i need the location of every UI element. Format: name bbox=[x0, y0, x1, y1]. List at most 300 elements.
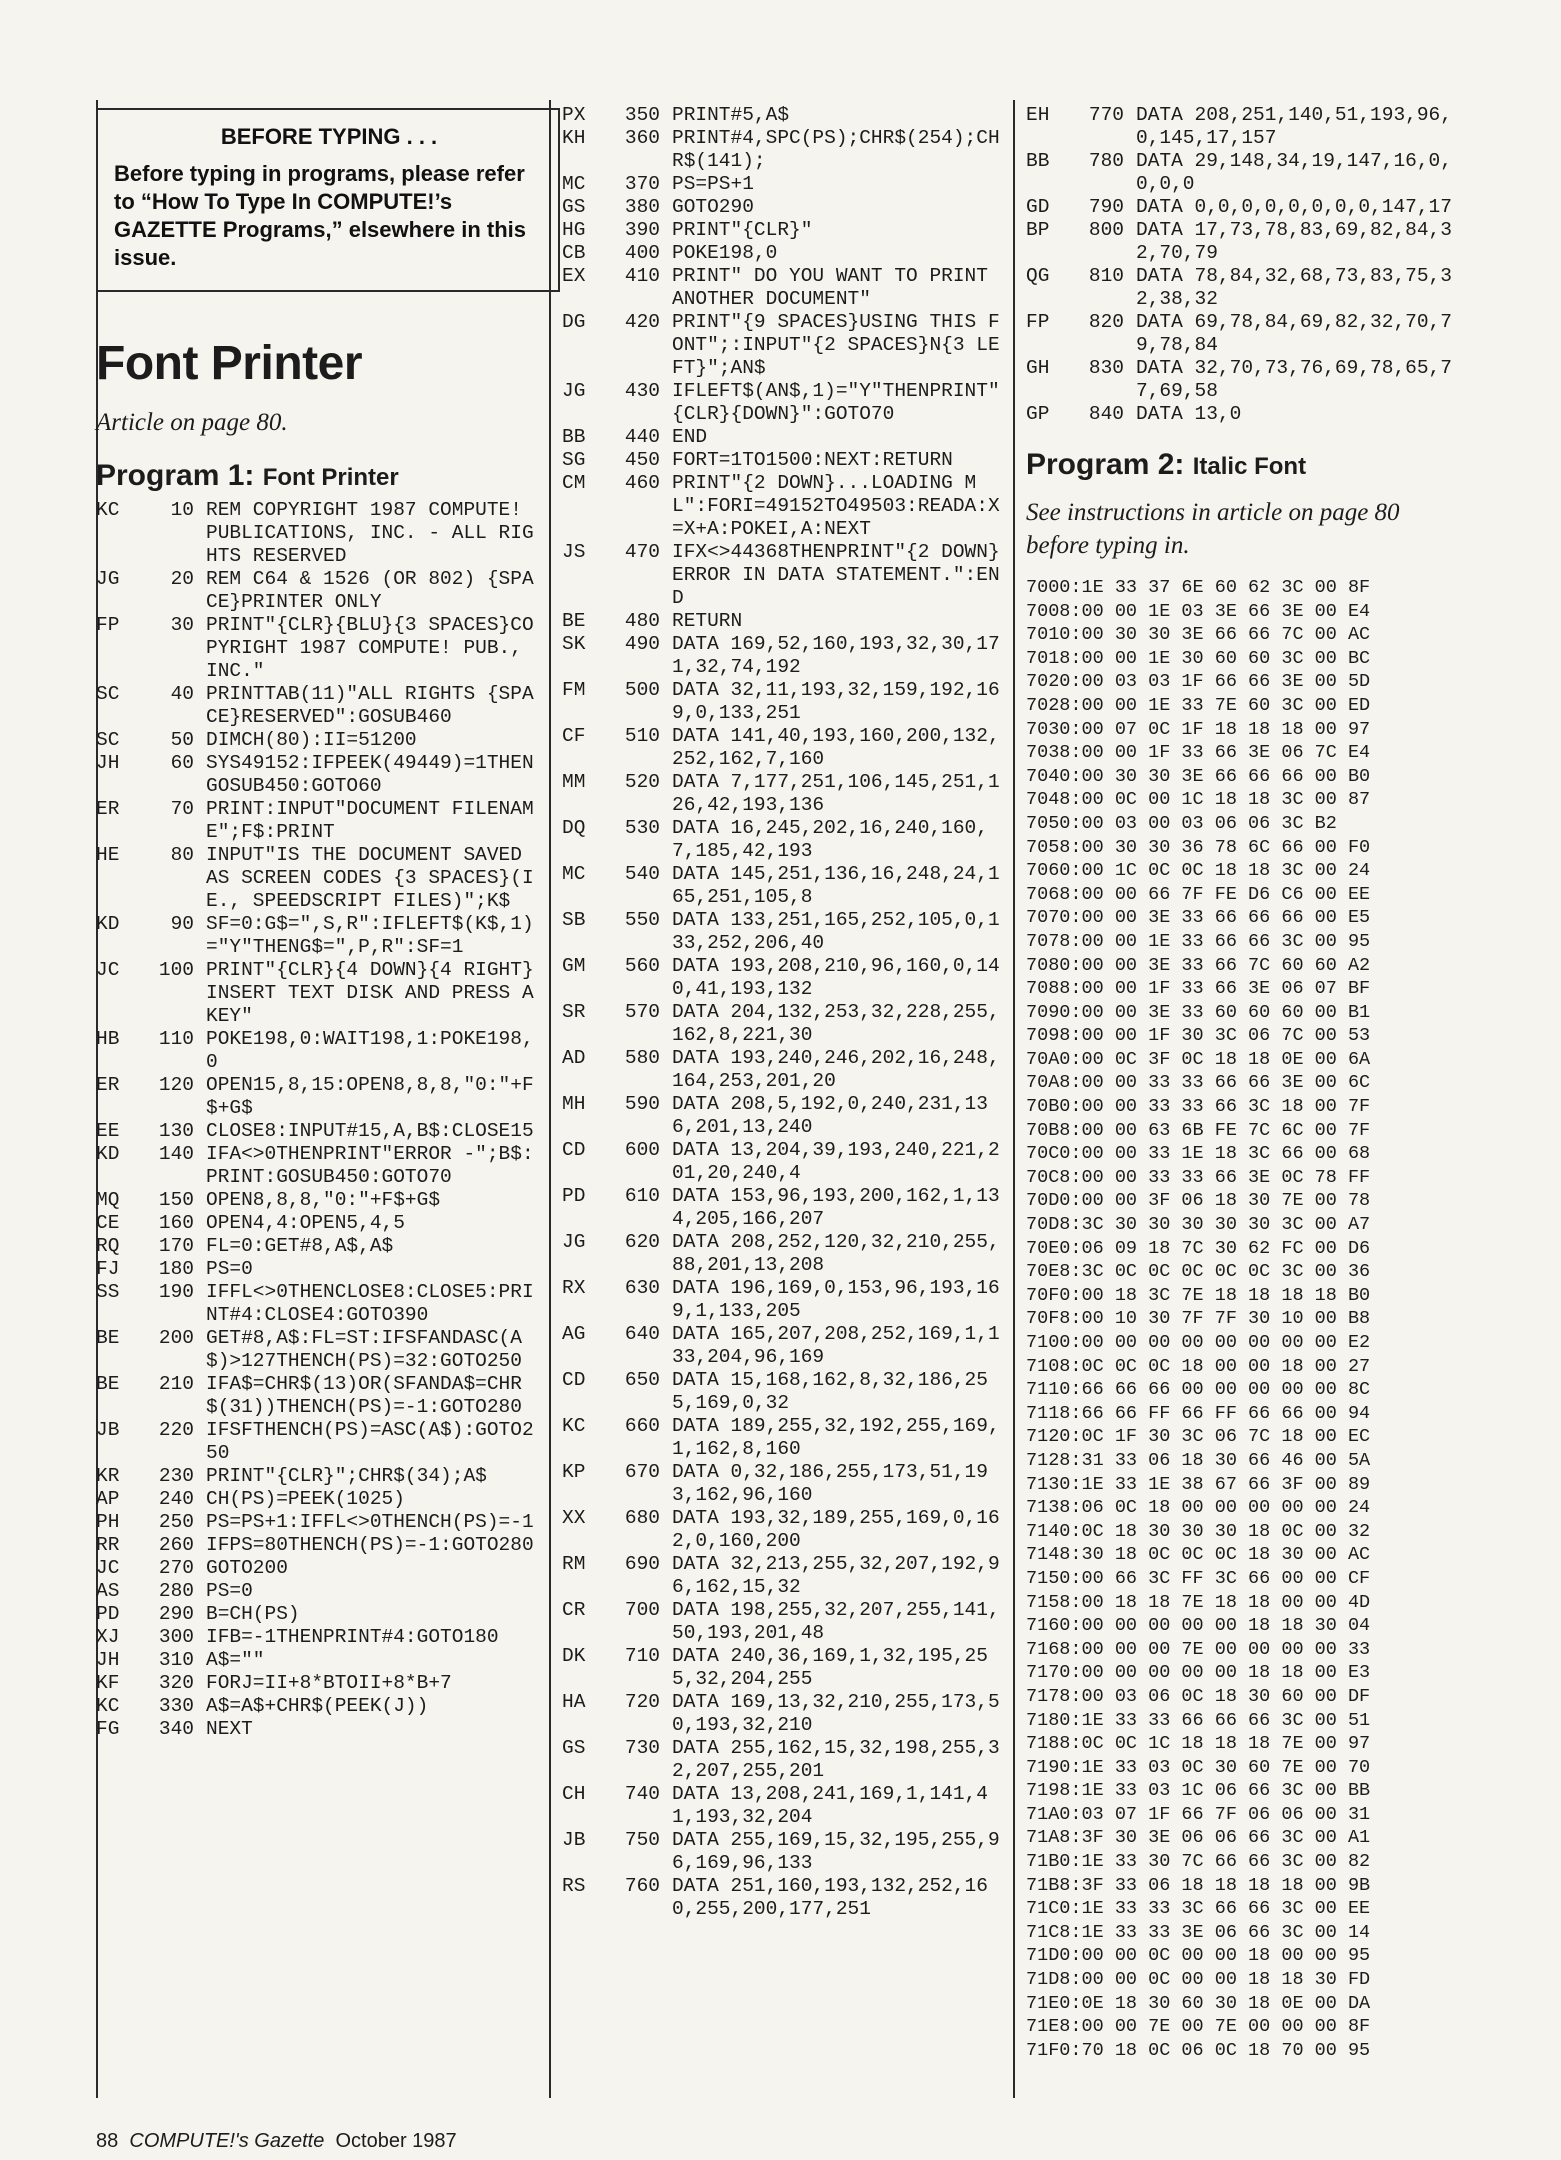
hex-line: 7120:0C 1F 30 3C 06 7C 18 00 EC bbox=[1026, 1426, 1371, 1448]
publication-name: COMPUTE!'s Gazette bbox=[129, 2130, 325, 2152]
statement: PRINT:INPUT"DOCUMENT FILENAME";F$:PRINT bbox=[206, 798, 534, 843]
checksum-code: KP bbox=[562, 1461, 586, 1483]
hex-line: 70F0:00 18 3C 7E 18 18 18 18 B0 bbox=[1026, 1284, 1371, 1306]
line-number: 460 bbox=[624, 472, 660, 494]
statement: DATA 193,32,189,255,169,0,162,0,160,200 bbox=[672, 1507, 1000, 1552]
checksum-code: CM bbox=[562, 472, 586, 494]
line-number: 290 bbox=[158, 1603, 194, 1625]
statement: PRINT"{CLR}";CHR$(34);A$ bbox=[206, 1465, 487, 1487]
listing-line bbox=[562, 1737, 1002, 1783]
checksum-code: KH bbox=[562, 127, 586, 149]
statement: IFX<>44368THENPRINT"{2 DOWN}ERROR IN DATA STATEMENT.":END bbox=[672, 541, 1000, 609]
checksum-code: DG bbox=[562, 311, 586, 333]
listing-line bbox=[96, 1626, 536, 1649]
line-number: 650 bbox=[624, 1369, 660, 1391]
listing-line bbox=[96, 1649, 536, 1672]
line-number: 620 bbox=[624, 1231, 660, 1253]
checksum-code: ER bbox=[96, 798, 120, 820]
issue-date: October 1987 bbox=[335, 2130, 457, 2152]
statement: DATA 0,0,0,0,0,0,0,0,147,17 bbox=[1136, 196, 1452, 218]
checksum-code: SG bbox=[562, 449, 586, 471]
line-number: 260 bbox=[158, 1534, 194, 1556]
statement: DATA 7,177,251,106,145,251,126,42,193,136 bbox=[672, 771, 1000, 816]
listing-line bbox=[96, 1718, 536, 1741]
line-number: 790 bbox=[1088, 196, 1124, 218]
column-1 bbox=[96, 108, 546, 1741]
statement: DATA 32,70,73,76,69,78,65,77,69,58 bbox=[1136, 357, 1452, 402]
listing-line bbox=[96, 683, 536, 729]
statement: DATA 196,169,0,153,96,193,169,1,133,205 bbox=[672, 1277, 1000, 1322]
line-number: 230 bbox=[158, 1465, 194, 1487]
listing-line bbox=[562, 1507, 1002, 1553]
hex-line: 7118:66 66 FF 66 FF 66 66 00 94 bbox=[1026, 1402, 1371, 1424]
hex-line: 7058:00 30 30 36 78 6C 66 00 F0 bbox=[1026, 836, 1371, 858]
checksum-code: HB bbox=[96, 1028, 120, 1050]
listing-line bbox=[562, 1277, 1002, 1323]
listing-line bbox=[96, 1143, 536, 1189]
statement: PRINT"{CLR}" bbox=[672, 219, 813, 241]
checksum-code: AG bbox=[562, 1323, 586, 1345]
statement: SYS49152:IFPEEK(49449)=1THENGOSUB450:GOTO60 bbox=[206, 752, 534, 797]
checksum-code: JH bbox=[96, 752, 120, 774]
statement: DATA 78,84,32,68,73,83,75,32,38,32 bbox=[1136, 265, 1452, 310]
statement: DATA 198,255,32,207,255,141,50,193,201,48 bbox=[672, 1599, 1000, 1644]
listing-line bbox=[562, 633, 1002, 679]
article-reference: Article on page 80. bbox=[96, 409, 288, 436]
listing-line bbox=[562, 311, 1002, 380]
statement: IFSFTHENCH(PS)=ASC(A$):GOTO250 bbox=[206, 1419, 534, 1464]
hex-line: 71A8:3F 30 3E 06 06 66 3C 00 A1 bbox=[1026, 1827, 1371, 1849]
listing-line bbox=[562, 725, 1002, 771]
listing-line bbox=[96, 1419, 536, 1465]
checksum-code: GH bbox=[1026, 357, 1050, 379]
checksum-code: SC bbox=[96, 683, 120, 705]
checksum-code: ER bbox=[96, 1074, 120, 1096]
line-number: 450 bbox=[624, 449, 660, 471]
statement: DATA 17,73,78,83,69,82,84,32,70,79 bbox=[1136, 219, 1452, 264]
hex-line: 70A8:00 00 33 33 66 66 3E 00 6C bbox=[1026, 1072, 1371, 1094]
checksum-code: KD bbox=[96, 1143, 120, 1165]
listing-line bbox=[562, 1185, 1002, 1231]
line-number: 440 bbox=[624, 426, 660, 448]
line-number: 660 bbox=[624, 1415, 660, 1437]
statement: FORJ=II+8*BTOII+8*B+7 bbox=[206, 1672, 452, 1694]
hex-line: 70C0:00 00 33 1E 18 3C 66 00 68 bbox=[1026, 1143, 1371, 1165]
listing-line bbox=[96, 499, 536, 568]
line-number: 550 bbox=[624, 909, 660, 931]
statement: DATA 153,96,193,200,162,1,134,205,166,207 bbox=[672, 1185, 1000, 1230]
hex-line: 7110:66 66 66 00 00 00 00 00 8C bbox=[1026, 1379, 1371, 1401]
listing-line bbox=[562, 1231, 1002, 1277]
line-number: 360 bbox=[624, 127, 660, 149]
checksum-code: BB bbox=[1026, 150, 1050, 172]
checksum-code: KC bbox=[96, 1695, 120, 1717]
listing-line bbox=[562, 426, 1002, 449]
checksum-code: FG bbox=[96, 1718, 120, 1740]
listing-line bbox=[562, 1369, 1002, 1415]
line-number: 180 bbox=[158, 1258, 194, 1280]
statement: DATA 32,11,193,32,159,192,169,0,133,251 bbox=[672, 679, 1000, 724]
listing-line bbox=[96, 1373, 536, 1419]
checksum-code: MH bbox=[562, 1093, 586, 1115]
checksum-code: FJ bbox=[96, 1258, 120, 1280]
listing-line bbox=[562, 1093, 1002, 1139]
statement: DIMCH(80):II=51200 bbox=[206, 729, 417, 751]
statement: DATA 145,251,136,16,248,24,165,251,105,8 bbox=[672, 863, 1000, 908]
checksum-code: AS bbox=[96, 1580, 120, 1602]
line-number: 830 bbox=[1088, 357, 1124, 379]
line-number: 160 bbox=[158, 1212, 194, 1234]
listing-line bbox=[96, 1580, 536, 1603]
listing-line bbox=[562, 1461, 1002, 1507]
statement: DATA 240,36,169,1,32,195,255,32,204,255 bbox=[672, 1645, 988, 1690]
listing-line bbox=[562, 380, 1002, 426]
line-number: 30 bbox=[170, 614, 194, 636]
listing-line bbox=[96, 844, 536, 913]
listing-line bbox=[562, 541, 1002, 610]
checksum-code: GS bbox=[562, 1737, 586, 1759]
hex-line: 7188:0C 0C 1C 18 18 18 7E 00 97 bbox=[1026, 1733, 1371, 1755]
line-number: 490 bbox=[624, 633, 660, 655]
statement: B=CH(PS) bbox=[206, 1603, 300, 1625]
checksum-code: HA bbox=[562, 1691, 586, 1713]
program-2-hex-listing bbox=[1026, 576, 1466, 2062]
statement: IFB=-1THENPRINT#4:GOTO180 bbox=[206, 1626, 499, 1648]
line-number: 590 bbox=[624, 1093, 660, 1115]
checksum-code: RQ bbox=[96, 1235, 120, 1257]
hex-line: 71D0:00 00 0C 00 00 18 00 00 95 bbox=[1026, 1945, 1371, 1967]
listing-line bbox=[96, 959, 546, 1028]
statement: DATA 208,251,140,51,193,96,0,145,17,157 bbox=[1136, 104, 1452, 149]
line-number: 130 bbox=[158, 1120, 194, 1142]
hex-line: 71A0:03 07 1F 66 7F 06 06 00 31 bbox=[1026, 1803, 1371, 1825]
listing-line bbox=[562, 1139, 1002, 1185]
hex-line: 7088:00 00 1F 33 66 3E 06 07 BF bbox=[1026, 978, 1371, 1000]
hex-line: 7190:1E 33 03 0C 30 60 7E 00 70 bbox=[1026, 1756, 1371, 1778]
line-number: 720 bbox=[624, 1691, 660, 1713]
statement: DATA 13,204,39,193,240,221,201,20,240,4 bbox=[672, 1139, 1000, 1184]
checksum-code: KR bbox=[96, 1465, 120, 1487]
statement: DATA 251,160,193,132,252,160,255,200,177,251 bbox=[672, 1875, 988, 1920]
hex-line: 7108:0C 0C 0C 18 00 00 18 00 27 bbox=[1026, 1355, 1371, 1377]
listing-line bbox=[1026, 150, 1466, 196]
line-number: 690 bbox=[624, 1553, 660, 1575]
line-number: 110 bbox=[158, 1028, 194, 1050]
listing-line bbox=[562, 863, 1002, 909]
statement: DATA 208,5,192,0,240,231,136,201,13,240 bbox=[672, 1093, 988, 1138]
checksum-code: CD bbox=[562, 1139, 586, 1161]
statement: OPEN4,4:OPEN5,4,5 bbox=[206, 1212, 405, 1234]
statement: DATA 16,245,202,16,240,160,7,185,42,193 bbox=[672, 817, 988, 862]
listing-line bbox=[562, 104, 1002, 127]
listing-line bbox=[562, 1415, 1002, 1461]
hex-line: 71C8:1E 33 33 3E 06 66 3C 00 14 bbox=[1026, 1921, 1371, 1943]
checksum-code: RS bbox=[562, 1875, 586, 1897]
listing-line bbox=[1026, 219, 1466, 265]
statement: A$=A$+CHR$(PEEK(J)) bbox=[206, 1695, 429, 1717]
listing-line bbox=[562, 196, 1002, 219]
checksum-code: GS bbox=[562, 196, 586, 218]
line-number: 390 bbox=[624, 219, 660, 241]
statement: FL=0:GET#8,A$,A$ bbox=[206, 1235, 394, 1257]
statement: POKE198,0 bbox=[672, 242, 778, 264]
column-2 bbox=[562, 104, 1002, 1921]
line-number: 250 bbox=[158, 1511, 194, 1533]
checksum-code: SK bbox=[562, 633, 586, 655]
listing-line bbox=[1026, 403, 1466, 426]
checksum-code: BB bbox=[562, 426, 586, 448]
hex-line: 71C0:1E 33 33 3C 66 66 3C 00 EE bbox=[1026, 1898, 1371, 1920]
hex-line: 7060:00 1C 0C 0C 18 18 3C 00 24 bbox=[1026, 860, 1371, 882]
listing-line bbox=[96, 752, 536, 798]
statement: PRINT"{CLR}{BLU}{3 SPACES}COPYRIGHT 1987 COMPUTE! PUB., INC." bbox=[206, 614, 534, 682]
line-number: 640 bbox=[624, 1323, 660, 1345]
line-number: 120 bbox=[158, 1074, 194, 1096]
statement: IFA$=CHR$(13)OR(SFANDA$=CHR$(31))THENCH(PS)=-1:GOTO280 bbox=[206, 1373, 522, 1418]
listing-line bbox=[96, 913, 536, 959]
statement: DATA 32,213,255,32,207,192,96,162,15,32 bbox=[672, 1553, 1000, 1598]
line-number: 680 bbox=[624, 1507, 660, 1529]
program-2-heading bbox=[1026, 448, 1466, 482]
line-number: 420 bbox=[624, 311, 660, 333]
statement: DATA 29,148,34,19,147,16,0,0,0,0 bbox=[1136, 150, 1452, 195]
line-number: 630 bbox=[624, 1277, 660, 1299]
hex-line: 7128:31 33 06 18 30 66 46 00 5A bbox=[1026, 1449, 1371, 1471]
checksum-code: MM bbox=[562, 771, 586, 793]
checksum-code: EH bbox=[1026, 104, 1050, 126]
hex-line: 7170:00 00 00 00 00 18 18 00 E3 bbox=[1026, 1662, 1371, 1684]
line-number: 610 bbox=[624, 1185, 660, 1207]
hex-line: 7008:00 00 1E 03 3E 66 3E 00 E4 bbox=[1026, 600, 1371, 622]
statement: DATA 193,240,246,202,16,248,164,253,201,20 bbox=[672, 1047, 1000, 1092]
checksum-code: HG bbox=[562, 219, 586, 241]
listing-line bbox=[562, 1645, 1002, 1691]
listing-line bbox=[96, 1120, 536, 1143]
line-number: 520 bbox=[624, 771, 660, 793]
statement: SF=0:G$=",S,R":IFLEFT$(K$,1)="Y"THENG$=",P,R":SF=1 bbox=[206, 913, 534, 958]
hex-line: 7000:1E 33 37 6E 60 62 3C 00 8F bbox=[1026, 577, 1371, 598]
checksum-code: AP bbox=[96, 1488, 120, 1510]
page-footer bbox=[96, 2130, 457, 2153]
checksum-code: MQ bbox=[96, 1189, 120, 1211]
listing-line bbox=[562, 909, 1002, 955]
hex-line: 7050:00 03 00 03 06 06 3C B2 bbox=[1026, 812, 1337, 834]
statement: DATA 169,13,32,210,255,173,50,193,32,210 bbox=[672, 1691, 1000, 1736]
line-number: 400 bbox=[624, 242, 660, 264]
listing-line bbox=[562, 1875, 1002, 1921]
before-typing-title: BEFORE TYPING . . . bbox=[220, 124, 438, 149]
checksum-code: JB bbox=[562, 1829, 586, 1851]
hex-line: 7080:00 00 3E 33 66 7C 60 60 A2 bbox=[1026, 954, 1371, 976]
statement: DATA 165,207,208,252,169,1,133,204,96,169 bbox=[672, 1323, 1000, 1368]
checksum-code: JG bbox=[96, 568, 120, 590]
line-number: 480 bbox=[624, 610, 660, 632]
listing-line bbox=[96, 1695, 536, 1718]
line-number: 750 bbox=[624, 1829, 660, 1851]
hex-line: 71B0:1E 33 30 7C 66 66 3C 00 82 bbox=[1026, 1851, 1371, 1873]
listing-line bbox=[562, 472, 1002, 541]
hex-line: 71F0:70 18 0C 06 0C 18 70 00 95 bbox=[1026, 2039, 1371, 2061]
line-number: 70 bbox=[170, 798, 194, 820]
line-number: 700 bbox=[624, 1599, 660, 1621]
statement: DATA 69,78,84,69,82,32,70,79,78,84 bbox=[1136, 311, 1452, 356]
statement: IFA<>0THENPRINT"ERROR -";B$:PRINT:GOSUB450:GOTO70 bbox=[206, 1143, 534, 1188]
program-2-label: Program 2: bbox=[1026, 448, 1185, 481]
hex-line: 7048:00 0C 00 1C 18 18 3C 00 87 bbox=[1026, 789, 1371, 811]
hex-line: 7028:00 00 1E 33 7E 60 3C 00 ED bbox=[1026, 694, 1371, 716]
checksum-code: JC bbox=[96, 959, 120, 981]
checksum-code: DQ bbox=[562, 817, 586, 839]
line-number: 100 bbox=[158, 959, 194, 981]
checksum-code: RM bbox=[562, 1553, 586, 1575]
checksum-code: QG bbox=[1026, 265, 1050, 287]
listing-line bbox=[562, 127, 1002, 173]
listing-line bbox=[96, 1189, 536, 1212]
statement: GOTO200 bbox=[206, 1557, 288, 1579]
statement: DATA 204,132,253,32,228,255,162,8,221,30 bbox=[672, 1001, 1000, 1046]
line-number: 310 bbox=[158, 1649, 194, 1671]
line-number: 220 bbox=[158, 1419, 194, 1441]
checksum-code: BP bbox=[1026, 219, 1050, 241]
line-number: 280 bbox=[158, 1580, 194, 1602]
statement: PS=0 bbox=[206, 1580, 253, 1602]
hex-line: 71E8:00 00 7E 00 7E 00 00 00 8F bbox=[1026, 2016, 1371, 2038]
line-number: 780 bbox=[1088, 150, 1124, 172]
listing-line bbox=[562, 679, 1002, 725]
hex-line: 7168:00 00 00 7E 00 00 00 00 33 bbox=[1026, 1638, 1371, 1660]
checksum-code: SB bbox=[562, 909, 586, 931]
statement: REM COPYRIGHT 1987 COMPUTE! PUBLICATIONS, INC. - ALL RIGHTS RESERVED bbox=[206, 499, 534, 567]
checksum-code: KD bbox=[96, 913, 120, 935]
listing-line bbox=[96, 1327, 536, 1373]
listing-line bbox=[562, 1829, 1002, 1875]
hex-line: 7180:1E 33 33 66 66 66 3C 00 51 bbox=[1026, 1709, 1371, 1731]
statement: PRINT#5,A$ bbox=[672, 104, 790, 126]
checksum-code: KF bbox=[96, 1672, 120, 1694]
statement: PS=PS+1:IFFL<>0THENCH(PS)=-1 bbox=[206, 1511, 534, 1533]
statement: DATA 13,0 bbox=[1136, 403, 1242, 425]
statement: PRINT"{CLR}{4 DOWN}{4 RIGHT}INSERT TEXT DISK AND PRESS A KEY" bbox=[206, 959, 546, 1027]
listing-line bbox=[96, 614, 536, 683]
line-number: 710 bbox=[624, 1645, 660, 1667]
checksum-code: AD bbox=[562, 1047, 586, 1069]
statement: DATA 193,208,210,96,160,0,140,41,193,132 bbox=[672, 955, 1000, 1000]
checksum-code: BE bbox=[562, 610, 586, 632]
listing-line bbox=[96, 1603, 536, 1626]
statement: CH(PS)=PEEK(1025) bbox=[206, 1488, 405, 1510]
checksum-code: XJ bbox=[96, 1626, 120, 1648]
statement: PRINTTAB(11)"ALL RIGHTS {SPACE}RESERVED":GOSUB460 bbox=[206, 683, 534, 728]
hex-line: 7038:00 00 1F 33 66 3E 06 7C E4 bbox=[1026, 742, 1371, 764]
line-number: 500 bbox=[624, 679, 660, 701]
statement: PS=PS+1 bbox=[672, 173, 754, 195]
listing-line bbox=[562, 1047, 1002, 1093]
column-3 bbox=[1026, 104, 1466, 2062]
listing-line bbox=[562, 265, 1002, 311]
listing-line bbox=[96, 1465, 536, 1488]
statement: DATA 169,52,160,193,32,30,171,32,74,192 bbox=[672, 633, 1000, 678]
program-1-label: Program 1: bbox=[96, 459, 255, 492]
line-number: 670 bbox=[624, 1461, 660, 1483]
line-number: 20 bbox=[170, 568, 194, 590]
statement: DATA 208,252,120,32,210,255,88,201,13,208 bbox=[672, 1231, 1000, 1276]
listing-line bbox=[1026, 196, 1466, 219]
line-number: 210 bbox=[158, 1373, 194, 1395]
checksum-code: GD bbox=[1026, 196, 1050, 218]
hex-line: 7070:00 00 3E 33 66 66 66 00 E5 bbox=[1026, 907, 1371, 929]
line-number: 270 bbox=[158, 1557, 194, 1579]
listing-line bbox=[562, 1001, 1002, 1047]
line-number: 600 bbox=[624, 1139, 660, 1161]
line-number: 800 bbox=[1088, 219, 1124, 241]
statement: CLOSE8:INPUT#15,A,B$:CLOSE15 bbox=[206, 1120, 534, 1142]
line-number: 140 bbox=[158, 1143, 194, 1165]
article-title: Font Printer bbox=[96, 337, 362, 390]
checksum-code: HE bbox=[96, 844, 120, 866]
hex-line: 7158:00 18 18 7E 18 18 00 00 4D bbox=[1026, 1591, 1371, 1613]
statement: IFFL<>0THENCLOSE8:CLOSE5:PRINT#4:CLOSE4:GOTO390 bbox=[206, 1281, 534, 1326]
checksum-code: EE bbox=[96, 1120, 120, 1142]
hex-line: 70F8:00 10 30 7F 7F 30 10 00 B8 bbox=[1026, 1308, 1371, 1330]
line-number: 300 bbox=[158, 1626, 194, 1648]
line-number: 430 bbox=[624, 380, 660, 402]
line-number: 200 bbox=[158, 1327, 194, 1349]
hex-line: 7178:00 03 06 0C 18 30 60 00 DF bbox=[1026, 1685, 1371, 1707]
statement: RETURN bbox=[672, 610, 743, 632]
line-number: 60 bbox=[170, 752, 194, 774]
listing-line bbox=[96, 1534, 536, 1557]
program-1-listing-part-3 bbox=[1026, 104, 1466, 426]
before-typing-body: Before typing in programs, please refer to “How To Type In COMPUTE!’s GAZETTE Programs,” elsewhere in this issue. bbox=[114, 161, 526, 270]
statement: PRINT"{2 DOWN}...LOADING ML":FORI=49152TO49503:READA:X=X+A:POKEI,A:NEXT bbox=[672, 472, 1000, 540]
hex-line: 71E0:0E 18 30 60 30 18 0E 00 DA bbox=[1026, 1992, 1371, 2014]
checksum-code: PD bbox=[96, 1603, 120, 1625]
hex-line: 7150:00 66 3C FF 3C 66 00 00 CF bbox=[1026, 1567, 1371, 1589]
checksum-code: CD bbox=[562, 1369, 586, 1391]
listing-line bbox=[562, 817, 1002, 863]
statement: DATA 141,40,193,160,200,132,252,162,7,160 bbox=[672, 725, 1000, 770]
hex-line: 7148:30 18 0C 0C 0C 18 30 00 AC bbox=[1026, 1544, 1371, 1566]
statement: GET#8,A$:FL=ST:IFSFANDASC(A$)>127THENCH(PS)=32:GOTO250 bbox=[206, 1327, 522, 1372]
listing-line bbox=[562, 1599, 1002, 1645]
checksum-code: JG bbox=[562, 380, 586, 402]
listing-line bbox=[96, 1235, 536, 1258]
checksum-code: CB bbox=[562, 242, 586, 264]
program-2-name: Italic Font bbox=[1192, 453, 1307, 480]
statement: DATA 0,32,186,255,173,51,193,162,96,160 bbox=[672, 1461, 988, 1506]
hex-line: 7138:06 0C 18 00 00 00 00 00 24 bbox=[1026, 1497, 1371, 1519]
hex-line: 7198:1E 33 03 1C 06 66 3C 00 BB bbox=[1026, 1780, 1371, 1802]
line-number: 330 bbox=[158, 1695, 194, 1717]
checksum-code: FP bbox=[1026, 311, 1050, 333]
statement: GOTO290 bbox=[672, 196, 754, 218]
checksum-code: JB bbox=[96, 1419, 120, 1441]
line-number: 190 bbox=[158, 1281, 194, 1303]
checksum-code: CF bbox=[562, 725, 586, 747]
listing-line bbox=[96, 1258, 536, 1281]
line-number: 470 bbox=[624, 541, 660, 563]
program-1-listing-part-1 bbox=[96, 499, 546, 1741]
checksum-code: KC bbox=[562, 1415, 586, 1437]
checksum-code: MC bbox=[562, 863, 586, 885]
hex-line: 7078:00 00 1E 33 66 66 3C 00 95 bbox=[1026, 930, 1371, 952]
line-number: 840 bbox=[1088, 403, 1124, 425]
hex-line: 7068:00 00 66 7F FE D6 C6 00 EE bbox=[1026, 883, 1371, 905]
listing-line bbox=[562, 219, 1002, 242]
statement: OPEN15,8,15:OPEN8,8,8,"0:"+F$+G$ bbox=[206, 1074, 534, 1119]
line-number: 370 bbox=[624, 173, 660, 195]
checksum-code: PX bbox=[562, 104, 586, 126]
